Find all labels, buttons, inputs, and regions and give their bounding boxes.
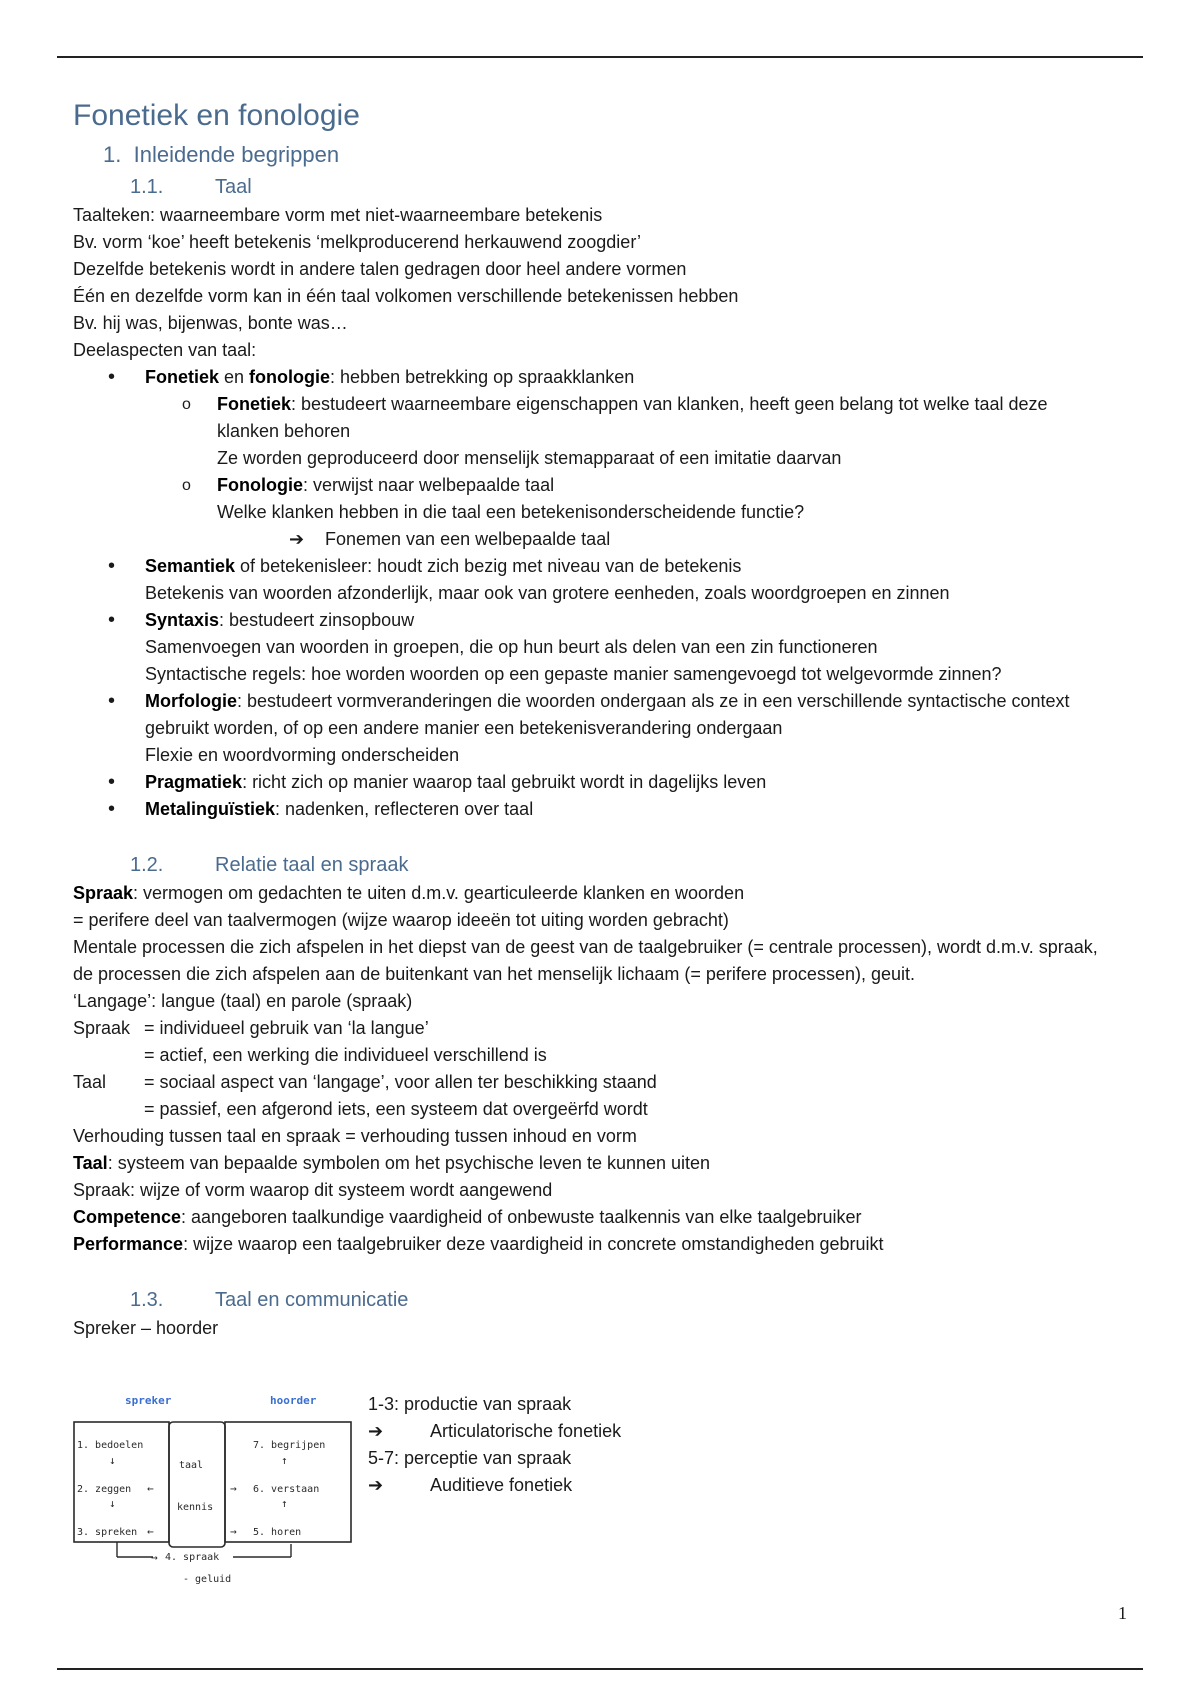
arrow-icon: ➔ [368, 1475, 384, 1495]
step-label: 6. verstaan [253, 1484, 320, 1495]
arrow-line [217, 526, 1113, 553]
down-arrow-icon: ↓ [109, 1454, 116, 1467]
table-text: = sociaal aspect van ‘langage’, voor allen ter beschikking staand [144, 1072, 657, 1092]
paragraph: Dezelfde betekenis wordt in andere talen gedragen door heel andere vormen [73, 259, 687, 279]
term: Pragmatiek [145, 772, 243, 792]
center-label: kennis [177, 1502, 214, 1513]
step-label: 1. bedoelen [77, 1440, 144, 1451]
subsection-number: 1.3. [130, 1289, 164, 1311]
list-item [145, 607, 1113, 688]
text: : verwijst naar welbepaalde taal [302, 475, 555, 495]
text: : bestudeert zinsopbouw [219, 610, 415, 630]
text: : richt zich op manier waarop taal gebruikt wordt in dagelijks leven [242, 772, 767, 792]
term: Taal [73, 1153, 108, 1173]
text: of betekenisleer: houdt zich bezig met niveau van de betekenis [235, 556, 742, 576]
text: Betekenis van woorden afzonderlijk, maar ook van grotere eenheden, zoals woordgroepen en zinnen [145, 583, 950, 603]
note-text: Auditieve fonetiek [430, 1475, 573, 1495]
communication-diagram [73, 1392, 363, 1597]
down-arrow-icon: ↓ [109, 1497, 116, 1510]
step-label: 5. horen [253, 1527, 302, 1538]
text: : bestudeert waarneembare eigenschappen van klanken, heeft geen belang tot welke taal deze klanken behoren [217, 394, 1048, 441]
text: : wijze waarop een taalgebruiker deze vaardigheid in concrete omstandigheden gebruikt [183, 1234, 884, 1254]
bottom-rule [57, 1668, 1143, 1670]
text: Flexie en woordvorming onderscheiden [145, 745, 460, 765]
diagram-svg [73, 1392, 363, 1592]
up-arrow-icon: ↑ [281, 1454, 288, 1467]
term: Semantiek [145, 556, 236, 576]
table-text: = actief, een werking die individueel verschillend is [144, 1045, 547, 1065]
left-arrow-icon: ← [147, 1525, 154, 1538]
section-number: 1. [103, 142, 122, 167]
page-title: Fonetiek en fonologie [73, 99, 360, 132]
text: en [219, 367, 250, 387]
subsection-number: 1.2. [130, 854, 164, 876]
term: Metalinguïstiek [145, 799, 276, 819]
paragraph [73, 1204, 1113, 1231]
right-arrow-icon: → [230, 1482, 237, 1495]
list-item [145, 553, 1113, 607]
table-label: Spraak [73, 1018, 131, 1038]
table-row [73, 1096, 1113, 1123]
left-arrow-icon: ← [147, 1482, 154, 1495]
list-item [145, 796, 1113, 823]
subsection-title: Taal [215, 176, 252, 198]
sub-list-item [217, 391, 1113, 472]
top-rule [57, 56, 1143, 58]
table-row [73, 1069, 1113, 1096]
bottom-label: 4. spraak [165, 1552, 220, 1563]
subsection-heading-1-3 [73, 1285, 1113, 1315]
bottom-label: - geluid [183, 1574, 232, 1585]
page-number: 1 [1118, 1603, 1127, 1623]
term: Morfologie [145, 691, 237, 711]
term: Competence [73, 1207, 182, 1227]
paragraph: Één en dezelfde vorm kan in één taal volkomen verschillende betekenissen hebben [73, 286, 739, 306]
text: : aangeboren taalkundige vaardigheid of onbewuste taalkennis van elke taalgebruiker [181, 1207, 862, 1227]
spacer [73, 823, 1113, 850]
label-hoorder: hoorder [270, 1394, 317, 1407]
paragraph [73, 1231, 1113, 1258]
up-arrow-icon: ↑ [281, 1497, 288, 1510]
note-line: 1-3: productie van spraak [368, 1394, 572, 1414]
table-text: = passief, een afgerond iets, een systeem dat overgeërfd wordt [144, 1099, 648, 1119]
text: Samenvoegen van woorden in groepen, die op hun beurt als delen van een zin functioneren [145, 637, 878, 657]
paragraph [73, 880, 1113, 907]
text: Fonemen van een welbepaalde taal [325, 529, 611, 549]
right-arrow-icon: → [151, 1551, 158, 1564]
term: Fonetiek [145, 367, 220, 387]
text: : bestudeert vormveranderingen die woorden ondergaan als ze in een verschillende syntactische context gebruikt worden, of op een andere manier een betekenisverandering ondergaan [145, 691, 1070, 738]
note-text: Articulatorische fonetiek [430, 1421, 622, 1441]
step-label: 2. zeggen [77, 1484, 132, 1495]
text: Welke klanken hebben in die taal een betekenisonderscheidende functie? [217, 502, 805, 522]
aspects-list [73, 364, 1113, 823]
center-label: taal [179, 1460, 204, 1471]
table-label [73, 1042, 144, 1069]
spacer [73, 1258, 1113, 1285]
subsection-heading-1-1 [73, 172, 1113, 202]
table-row [73, 1015, 1113, 1042]
term: Performance [73, 1234, 184, 1254]
table-label: Taal [73, 1072, 107, 1092]
arrow-line [368, 1418, 621, 1445]
paragraph: Spreker – hoorder [73, 1318, 219, 1338]
paragraph: Spraak: wijze of vorm waarop dit systeem wordt aangewend [73, 1180, 553, 1200]
arrow-icon: ➔ [368, 1421, 384, 1441]
section-heading-1 [73, 138, 1113, 172]
paragraph: Taalteken: waarneembare vorm met niet-waarneembare betekenis [73, 205, 603, 225]
list-item [145, 769, 1113, 796]
arrow-line [368, 1472, 621, 1499]
diagram-notes [368, 1391, 621, 1499]
step-label: 7. begrijpen [253, 1440, 326, 1451]
term: Fonetiek [217, 394, 292, 414]
subsection-title: Relatie taal en spraak [215, 854, 409, 876]
table-text: = individueel gebruik van ‘la langue’ [144, 1018, 429, 1038]
subsection-title: Taal en communicatie [215, 1289, 409, 1311]
text: : hebben betrekking op spraakklanken [330, 367, 635, 387]
paragraph: Bv. hij was, bijenwas, bonte was… [73, 313, 348, 333]
paragraph: Deelaspecten van taal: [73, 340, 257, 360]
list-item [145, 688, 1113, 769]
table-label [73, 1096, 144, 1123]
section-title: Inleidende begrippen [133, 142, 340, 167]
paragraph: ‘Langage’: langue (taal) en parole (spraak) [73, 991, 413, 1011]
definition-table [73, 1015, 1113, 1123]
term: Syntaxis [145, 610, 220, 630]
table-row [73, 1042, 1113, 1069]
term: fonologie [249, 367, 331, 387]
subsection-number: 1.1. [130, 176, 164, 198]
paragraph [73, 1150, 1113, 1177]
subsection-heading-1-2 [73, 850, 1113, 880]
center-box [169, 1422, 225, 1547]
term: Fonologie [217, 475, 303, 495]
text: Syntactische regels: hoe worden woorden op een gepaste manier samengevoegd tot welgevormde zinnen? [145, 664, 1002, 684]
text: : systeem van bepaalde symbolen om het psychische leven te kunnen uiten [107, 1153, 711, 1173]
note-line: 5-7: perceptie van spraak [368, 1448, 572, 1468]
step-label: 3. spreken [77, 1527, 138, 1538]
sub-list [145, 391, 1113, 553]
right-arrow-icon: → [230, 1525, 237, 1538]
text: Ze worden geproduceerd door menselijk stemapparaat of een imitatie daarvan [217, 448, 842, 468]
paragraph: Bv. vorm ‘koe’ heeft betekenis ‘melkproducerend herkauwend zoogdier’ [73, 232, 641, 252]
paragraph: Verhouding tussen taal en spraak = verhouding tussen inhoud en vorm [73, 1126, 637, 1146]
page-content [73, 96, 1113, 1342]
paragraph: Mentale processen die zich afspelen in het diepst van de geest van de taalgebruiker (= centrale processen), wordt d.m.v. spraak, de processen die zich afspelen aan de buitenkant van het menselijk lichaam (= perifere processen), geuit. [73, 937, 1098, 984]
text: : vermogen om gedachten te uiten d.m.v. gearticuleerde klanken en woorden [133, 883, 745, 903]
term: Spraak [73, 883, 134, 903]
list-item [145, 364, 1113, 553]
label-spreker: spreker [125, 1394, 172, 1407]
text: : nadenken, reflecteren over taal [275, 799, 534, 819]
paragraph: = perifere deel van taalvermogen (wijze waarop ideeën tot uiting worden gebracht) [73, 910, 729, 930]
arrow-icon: ➔ [289, 529, 305, 549]
sub-list-item [217, 472, 1113, 553]
